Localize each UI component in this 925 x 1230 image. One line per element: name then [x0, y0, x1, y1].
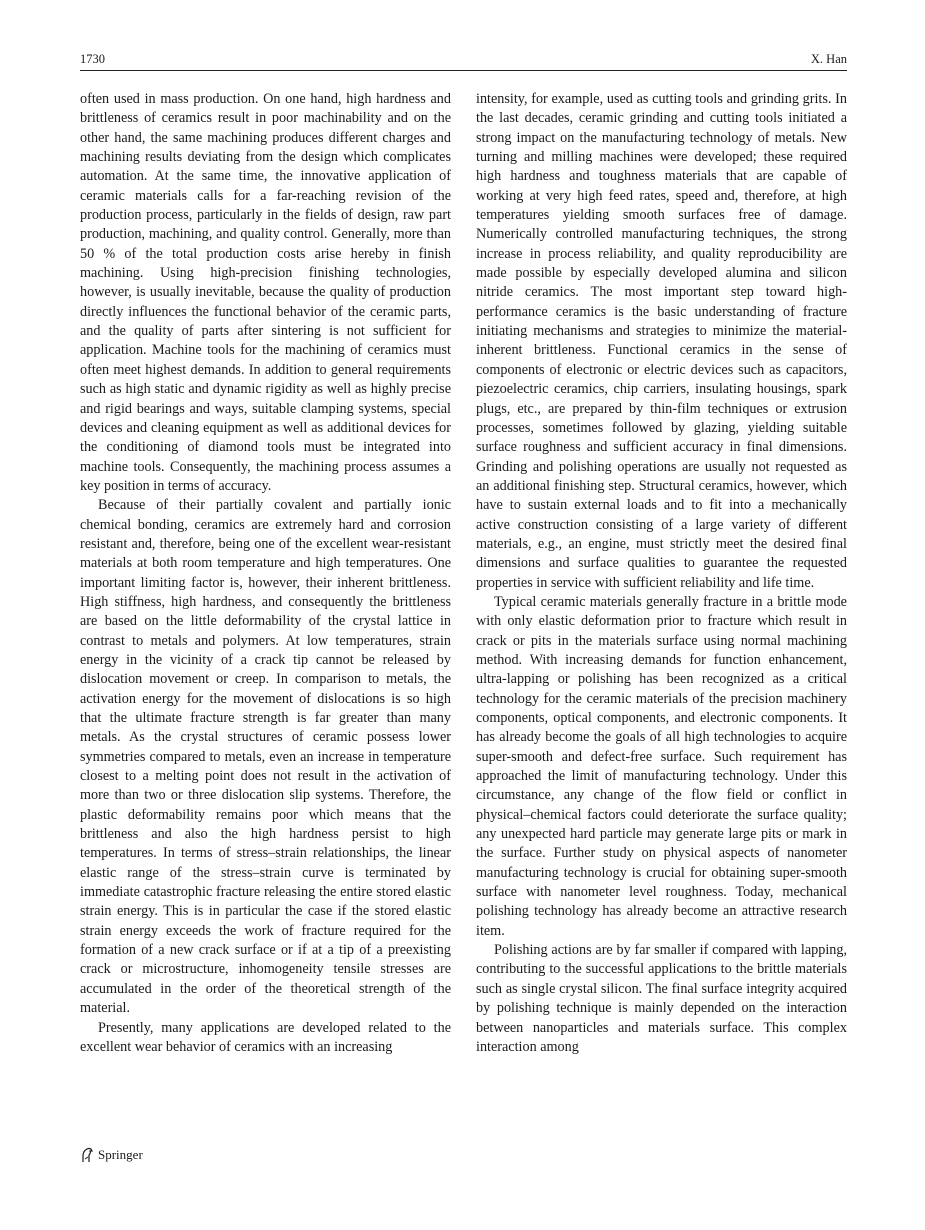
- publisher-name: Springer: [98, 1147, 143, 1162]
- paragraph: intensity, for example, used as cutting tools and grinding grits. In the last decades, ceramic grinding and cutting tools initiated a strong impact on the manufacturing technology of metals. New turning and milling machines were developed; these required high hardness and toughness materials that are capable of working at very high feed rates, speed and, therefore, at high temperatures yielding smooth surfaces free of damage. Numerically controlled manufacturing techniques, the strong increase in process reliability, and quality reproducibility are made possible by especially developed alumina and silicon nitride ceramics. The most important step toward high-performance ceramics is the basic understanding of fracture initiating mechanisms and strategies to minimize the material-inherent brittleness. Functional ceramics in the sense of components of electronic or electric devices such as capacitors, piezoelectric ceramics, chip carriers, insulating housings, spark plugs, etc., are prepared by thin-film techniques or extrusion processes, sometimes followed by glazing, yielding suitable surface roughness and sufficient accuracy in final dimensions. Grinding and polishing operations are usually not requested as an additional finishing step. Structural ceramics, however, which have to sustain external loads and to fit into a mechanically active construction consisting of a large variety of different materials, e.g., an engine, must strictly meet the desired final dimensions and surface qualities to guarantee the requested properties in service with sufficient reliability and life time.: [476, 91, 847, 591]
- springer-horse-icon: [80, 1147, 94, 1163]
- publisher-footer: [80, 1145, 143, 1165]
- right-column: [476, 90, 847, 1120]
- running-author: X. Han: [810, 52, 847, 66]
- paragraph: Polishing actions are by far smaller if compared with lapping, contributing to the successful applications to the brittle materials such as single crystal silicon. The final surface integrity acquired by polishing technique is mainly depended on the interaction between nanoparticles and materials surface. This complex interaction among: [476, 942, 847, 1055]
- paragraph: Typical ceramic materials generally fracture in a brittle mode with only elastic deformation prior to fracture which result in crack or pits in the materials surface using normal machining method. With increasing demands for function enhancement, ultra-lapping or polishing has been recognized as a critical technology for the ceramic materials of the precision machinery components, optical components, and electronic components. It has already become the goals of all high technologies to acquire super-smooth and defect-free surface. Such requirement has approached the limit of manufacturing technology. Under this circumstance, any change of the flow field or conflict in physical–chemical factors could deteriorate the surface quality; any unexpected hard particle may generate large pits or mark in the surface. Further study on physical aspects of nanometer manufacturing technology is crucial for obtaining super-smooth surface with nanometer level roughness. Today, mechanical polishing technology has already become an attractive research item.: [476, 593, 847, 939]
- paragraph: Presently, many applications are developed related to the excellent wear behavior of ceramics with an increasing: [80, 1019, 451, 1055]
- paragraph: Because of their partially covalent and partially ionic chemical bonding, ceramics are extremely hard and corrosion resistant and, therefore, being one of the excellent wear-resistant materials at both room temperature and high temperatures. One important limiting factor is, however, their inherent brittleness. High stiffness, high hardness, and consequently the brittleness are based on the little deformability of the crystal lattice in contrast to metals and polymers. At low temperatures, strain energy in the vicinity of a crack tip cannot be released by dislocation movement or creep. In comparison to metals, the activation energy for the movement of dislocations is so high that the ultimate fracture strength is far greater than many metals. As the crystal structures of ceramic possess lower symmetries compared to metals, even an increase in temperature closest to a melting point does not result in the activation of more than two or three dislocation slip systems. Therefore, the plastic deformability remains poor which means that the brittleness and also the high hardness persist to high temperatures. In terms of stress–strain relationships, the linear elastic range of the stress–strain curve is terminated by immediate catastrophic fracture releasing the entire stored elastic strain energy. This is in particular the case if the stored elastic strain energy exceeds the work of fracture required for the formation of a new crack surface or if at a tip of a preexisting crack or microstructure, inhomogeneity tensile stresses are accumulated in the order of the theoretical strength of the material.: [80, 497, 451, 1017]
- page-number: 1730: [80, 52, 105, 66]
- left-column: [80, 90, 451, 1120]
- running-header: [80, 50, 847, 71]
- paragraph: often used in mass production. On one hand, high hardness and brittleness of ceramics result in poor machinability and on the other hand, the same machining produces different charges and machining results deviating from the design which complicates automation. At the same time, the innovative application of ceramic materials calls for a far-reaching revision of the production process, particularly in the fields of design, raw part production, machining, and quality control. Generally, more than 50 % of the total production costs arise hereby in finish machining. Using high-precision finishing technologies, however, is usually inevitable, because the quality of production directly influences the functional behavior of the ceramic parts, and the quality of parts after sintering is not sufficient for application. Machine tools for the machining of ceramics must often meet highest demands. In addition to general requirements such as high static and dynamic rigidity as well as highly precise and rigid bearings and ways, suitable clamping systems, special devices and cleaning equipment as well as additional devices for the conditioning of diamond tools must be integrated into machine tools. Consequently, the machining process assumes a key position in terms of accuracy.: [80, 91, 451, 494]
